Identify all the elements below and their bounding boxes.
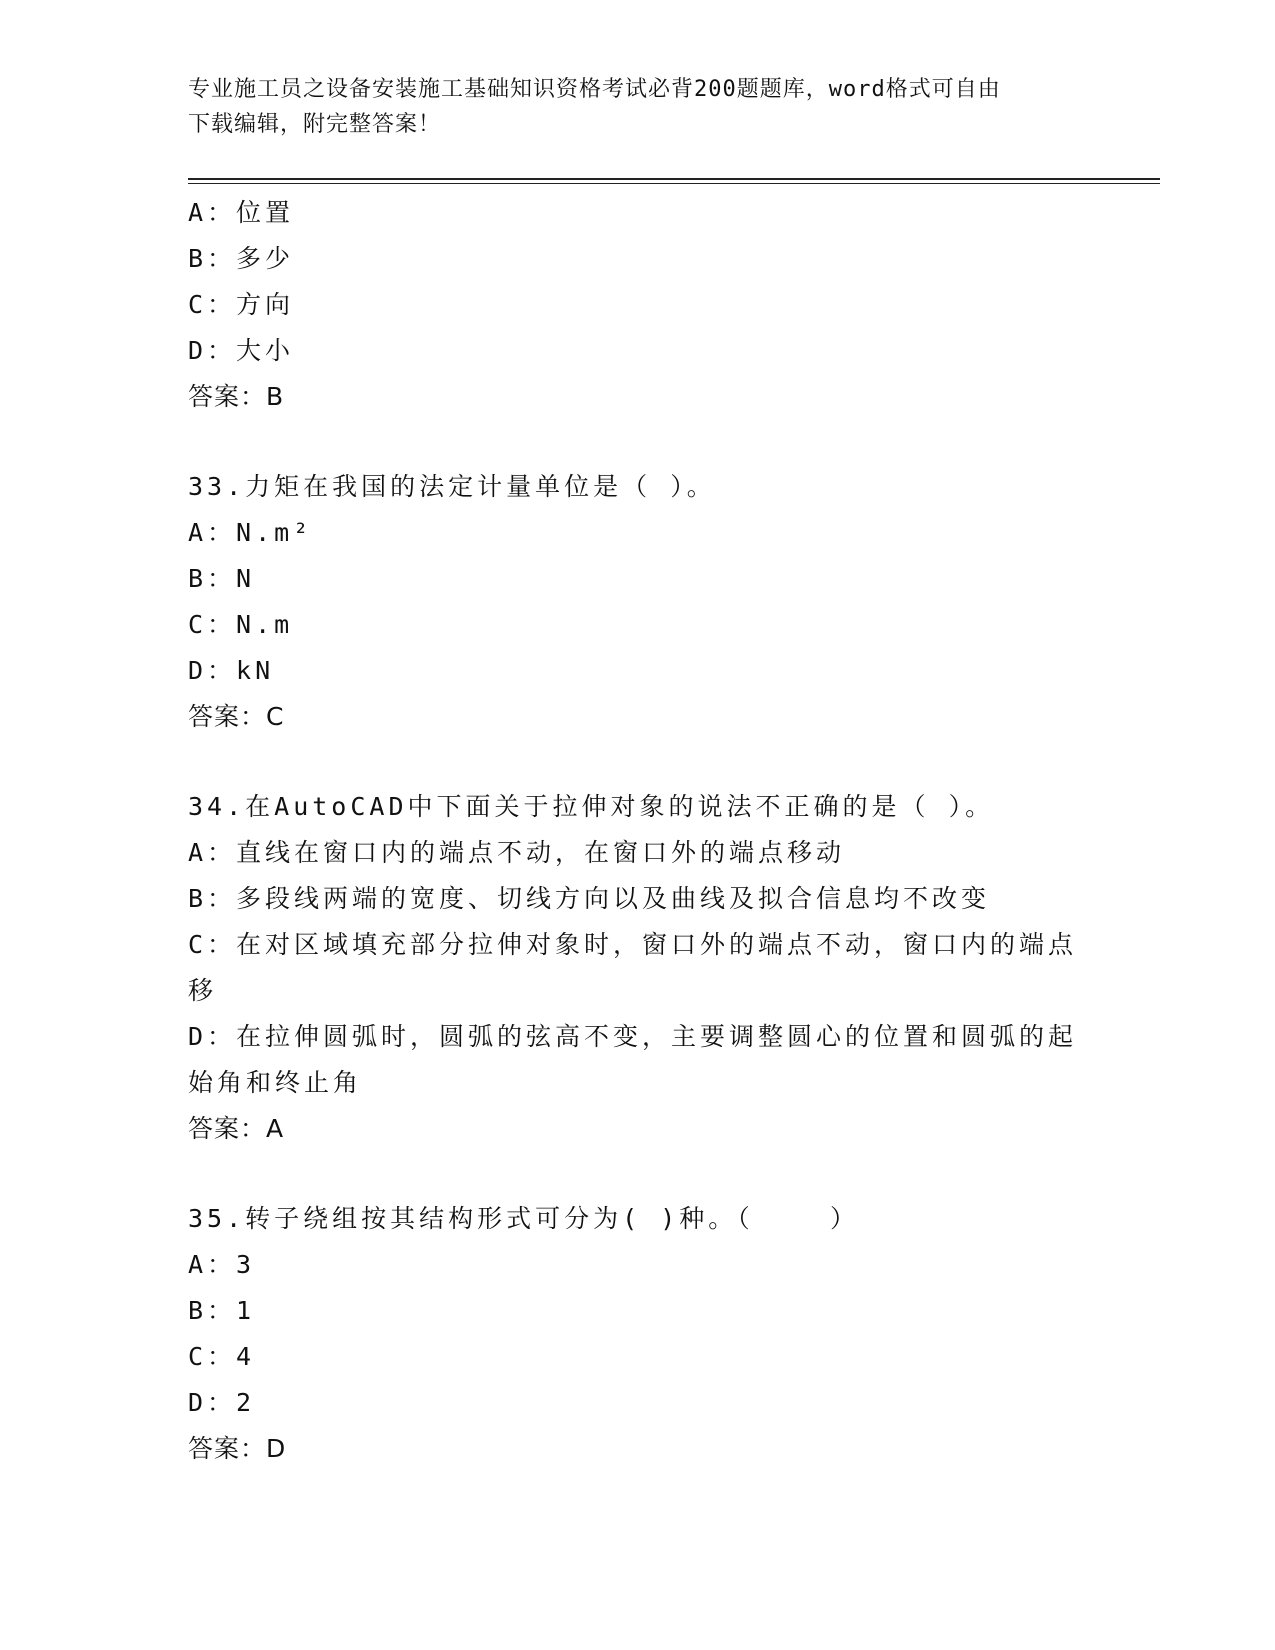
header-divider-thick [188,178,1160,180]
option-d: D：大小 [188,336,295,365]
answer-line: 答案：C [188,702,285,731]
question-33-block [188,464,1088,740]
option-a: A：位置 [188,198,295,227]
header-title-line-2: 下载编辑，附完整答案！ [188,112,442,137]
option-c: C：4 [188,1342,256,1371]
option-b: B：N [188,564,256,593]
question-35-block [188,1196,1088,1472]
question-text: 34.在AutoCAD中下面关于拉伸对象的说法不正确的是（ ）。 [188,792,995,821]
option-b: B：1 [188,1296,256,1325]
question-text: 35.转子绕组按其结构形式可分为( )种。（ ） [188,1204,860,1233]
header-divider-thin [188,183,1160,184]
answer-line: 答案：D [188,1434,287,1463]
answer-line: 答案：B [188,382,285,411]
option-b: B：多少 [188,244,295,273]
option-a: A：3 [188,1250,256,1279]
option-d: D：kN [188,656,275,685]
option-a: A：直线在窗口内的端点不动，在窗口外的端点移动 [188,838,846,867]
question-34-block [188,784,1088,1152]
question-text: 33.力矩在我国的法定计量单位是（ ）。 [188,472,716,501]
document-header [188,72,1088,142]
option-d: D：2 [188,1388,256,1417]
question-list [188,190,1088,1472]
option-c: C：N.m [188,610,294,639]
option-a: A：N.m² [188,518,313,547]
option-c: C：方向 [188,290,295,319]
question-32-block [188,190,1088,420]
option-d: D：在拉伸圆弧时，圆弧的弦高不变，主要调整圆心的位置和圆弧的起始角和终止角 [188,1022,1078,1097]
header-title-line-1: 专业施工员之设备安装施工基础知识资格考试必背200题题库，word格式可自由 [188,77,1001,102]
option-c: C：在对区域填充部分拉伸对象时，窗口外的端点不动，窗口内的端点移 [188,930,1078,1005]
option-b: B：多段线两端的宽度、切线方向以及曲线及拟合信息均不改变 [188,884,991,913]
answer-line: 答案：A [188,1114,285,1143]
